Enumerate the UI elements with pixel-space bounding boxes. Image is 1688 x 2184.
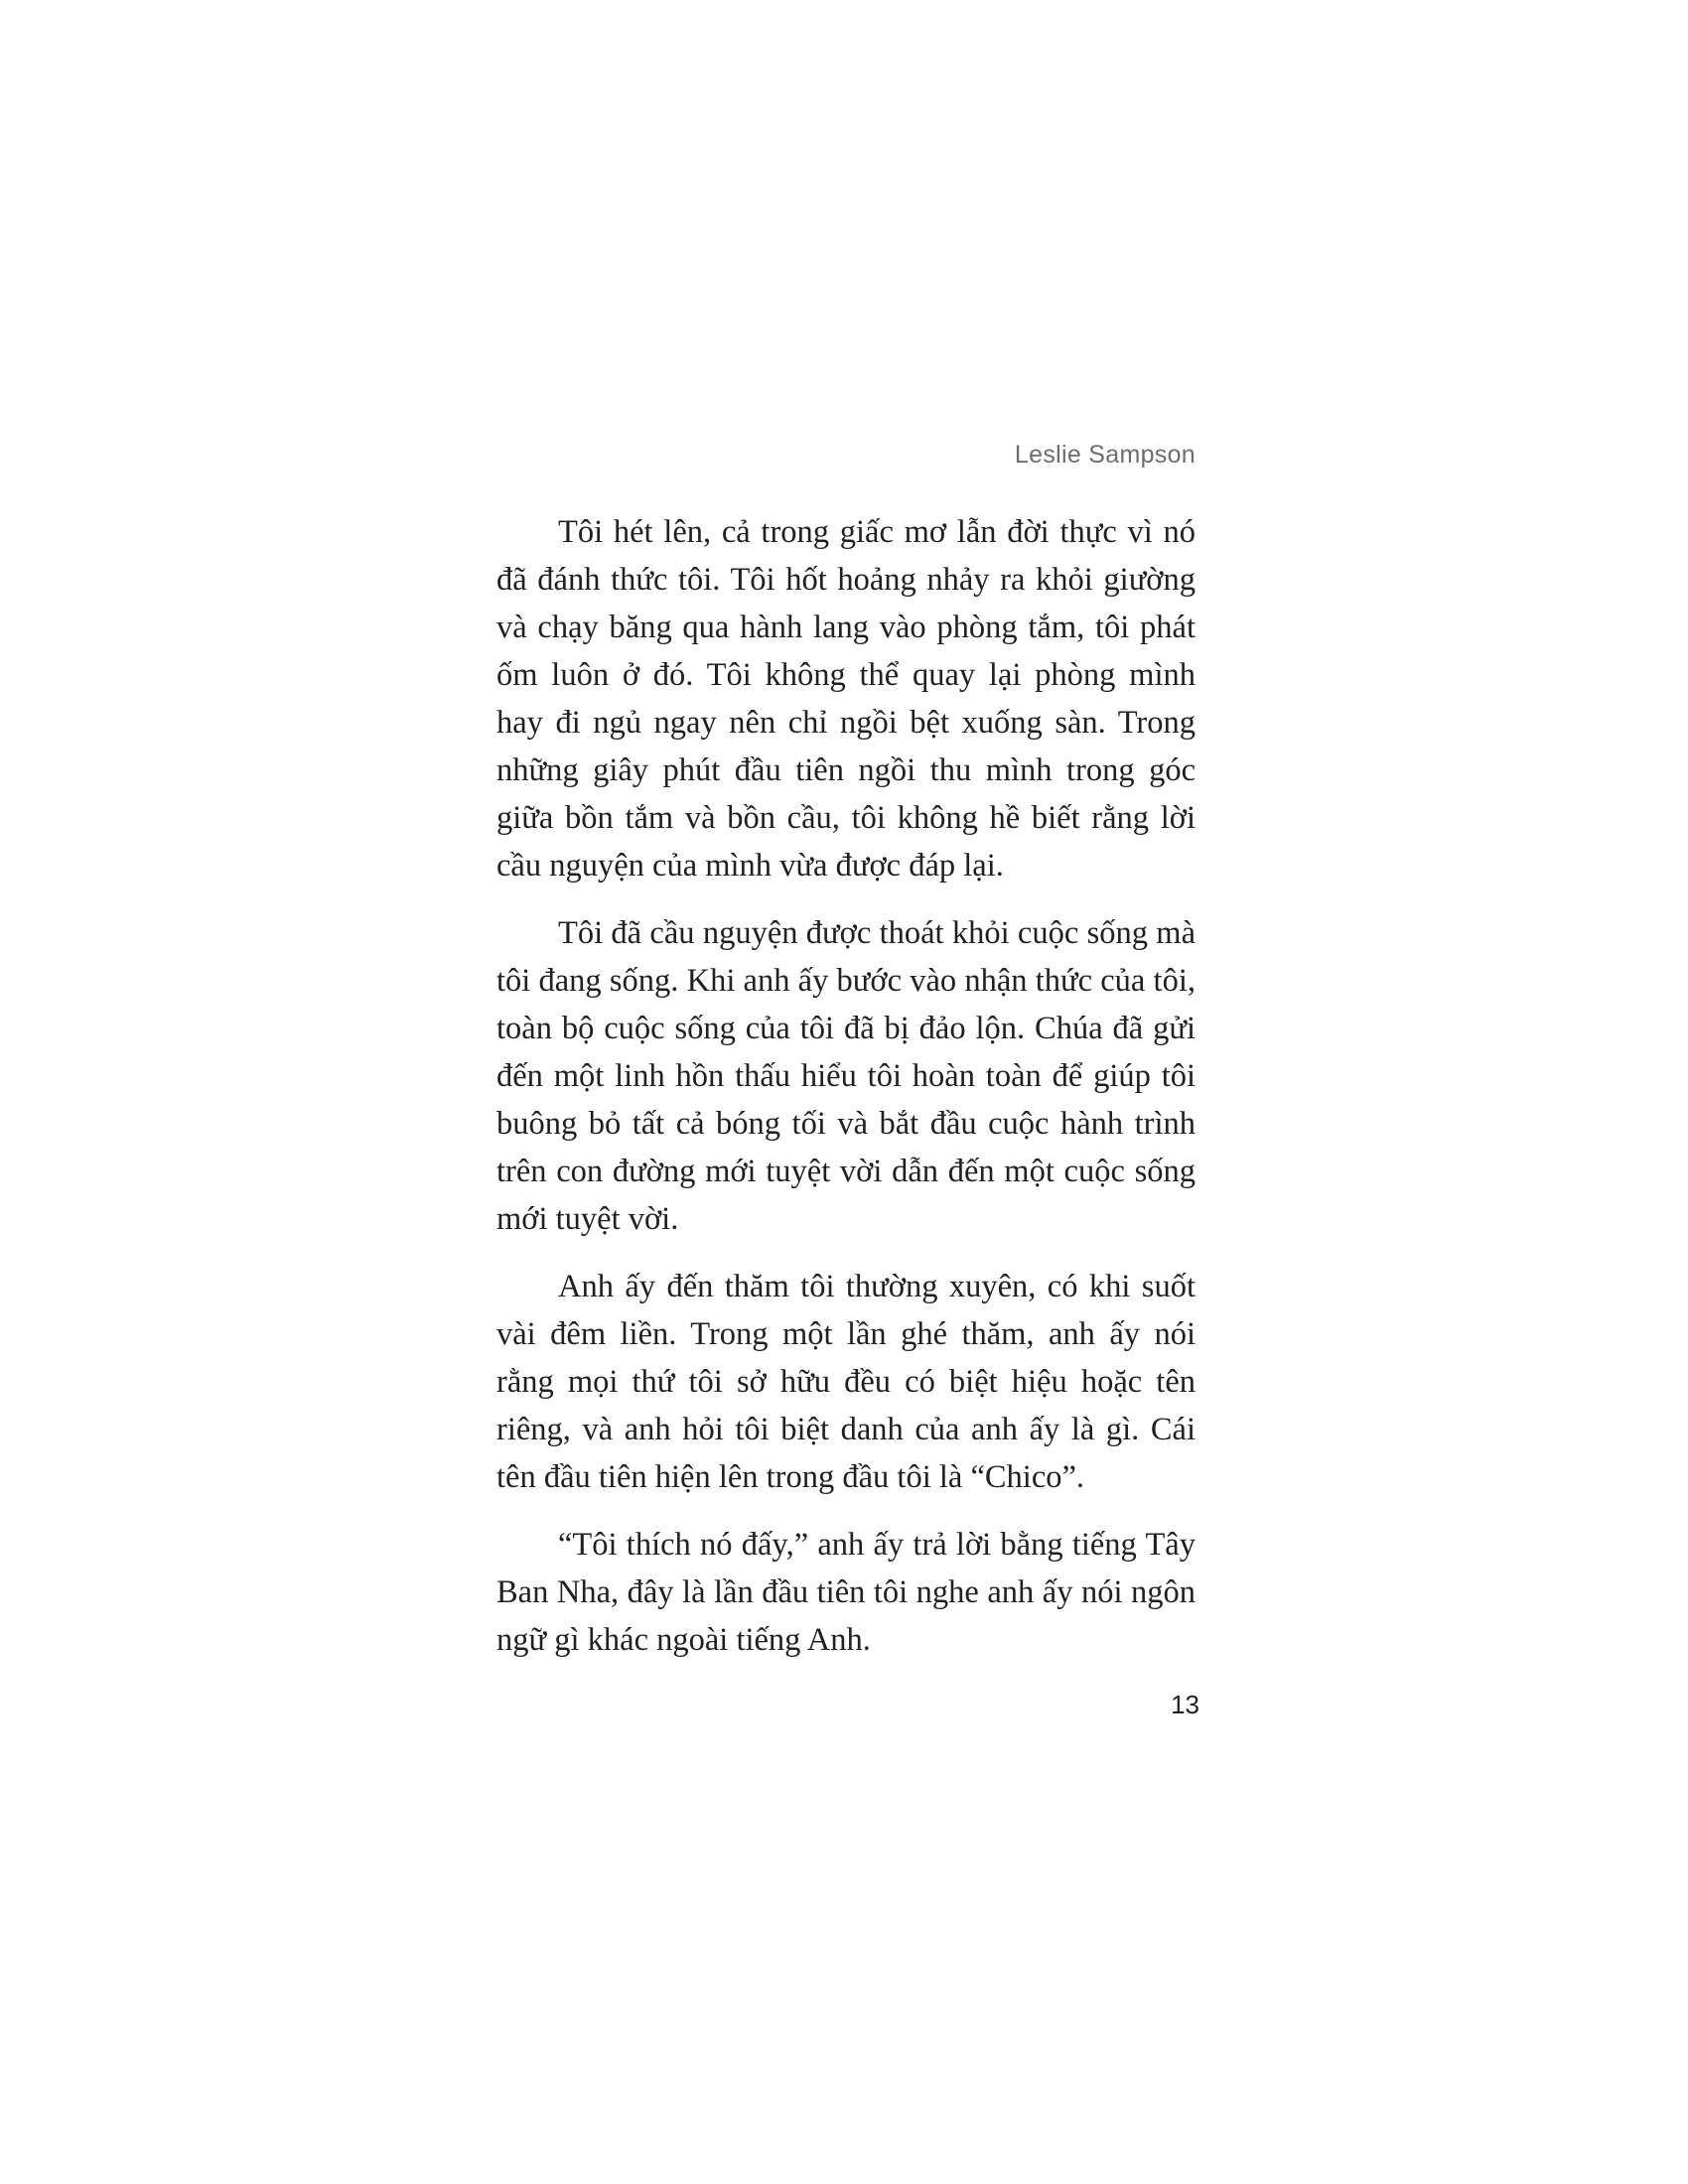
text-line: rằng mọi thứ tôi sở hữu đều có biệt hiệu hoặc tên <box>496 1364 1196 1400</box>
paragraph-2 <box>496 909 1196 1243</box>
text-line: riêng, và anh hỏi tôi biệt danh của anh ấy là gì. Cái <box>496 1412 1196 1447</box>
text-line: ngữ gì khác ngoài tiếng Anh. <box>496 1622 871 1658</box>
text-line: đến một linh hồn thấu hiểu tôi hoàn toàn để giúp tôi <box>496 1058 1196 1094</box>
running-header-author: Leslie Sampson <box>1014 441 1196 469</box>
text-line: trên con đường mới tuyệt vời dẫn đến một cuộc sống <box>496 1154 1196 1189</box>
text-line: mới tuyệt vời. <box>496 1201 679 1237</box>
text-line: và chạy băng qua hành lang vào phòng tắm, tôi phát <box>496 610 1196 645</box>
text-line: cầu nguyện của mình vừa được đáp lại. <box>496 848 1004 884</box>
text-line: vài đêm liền. Trong một lần ghé thăm, anh ấy nói <box>496 1316 1196 1352</box>
text-line: Anh ấy đến thăm tôi thường xuyên, có khi suốt <box>558 1269 1196 1304</box>
text-line: ốm luôn ở đó. Tôi không thể quay lại phòng mình <box>496 657 1196 693</box>
paragraph-1 <box>496 508 1196 889</box>
text-line: tên đầu tiên hiện lên trong đầu tôi là “Chico”. <box>496 1459 1085 1495</box>
text-line: hay đi ngủ ngay nên chỉ ngồi bệt xuống sàn. Trong <box>496 705 1196 741</box>
text-line: giữa bồn tắm và bồn cầu, tôi không hề biết rằng lời <box>496 800 1196 836</box>
text-line: Tôi đã cầu nguyện được thoát khỏi cuộc sống mà <box>558 915 1196 951</box>
text-line: buông bỏ tất cả bóng tối và bắt đầu cuộc hành trình <box>496 1106 1196 1142</box>
text-line: Tôi hét lên, cả trong giấc mơ lẫn đời thực vì nó <box>558 514 1196 550</box>
body-text <box>496 508 1196 1684</box>
text-line: những giây phút đầu tiên ngồi thu mình trong góc <box>496 752 1196 788</box>
text-line: Ban Nha, đây là lần đầu tiên tôi nghe anh ấy nói ngôn <box>496 1574 1196 1610</box>
paragraph-3 <box>496 1263 1196 1501</box>
text-line: toàn bộ cuộc sống của tôi đã bị đảo lộn. Chúa đã gửi <box>496 1011 1196 1046</box>
text-line: đã đánh thức tôi. Tôi hốt hoảng nhảy ra khỏi giường <box>496 562 1196 598</box>
text-line: tôi đang sống. Khi anh ấy bước vào nhận thức của tôi, <box>496 963 1196 999</box>
text-line: “Tôi thích nó đấy,” anh ấy trả lời bằng tiếng Tây <box>558 1527 1196 1563</box>
page-number: 13 <box>1171 1690 1199 1719</box>
paragraph-4 <box>496 1521 1196 1664</box>
